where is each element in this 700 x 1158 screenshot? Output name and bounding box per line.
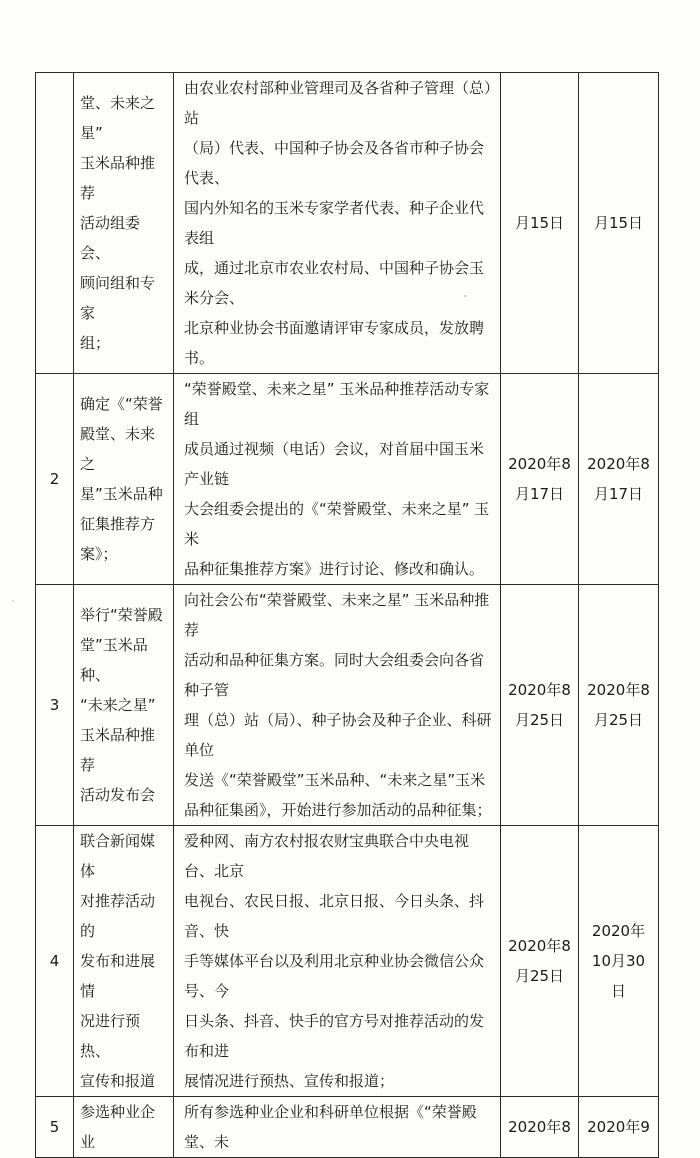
row-number: 2 — [36, 374, 74, 585]
scan-speck — [12, 600, 14, 602]
table-row — [36, 1097, 659, 1158]
table-row — [36, 826, 659, 1097]
row-number: 4 — [36, 826, 74, 1097]
table-row — [36, 585, 659, 826]
row-start-date: 2020年8 月25日 — [501, 585, 579, 826]
row-end-date: 2020年9 — [579, 1097, 659, 1158]
row-description: 爱种网、南方农村报农财宝典联合中央电视台、北京 电视台、农民日报、北京日报、今日头条、抖音、快 手等媒体平台以及利用北京种业协会微信公众号、今 日头条、抖音、快手的官方号对推荐活动的发布和进 展情况进行预热、宣传和报道； — [174, 826, 501, 1097]
row-start-date: 2020年8 月17日 — [501, 374, 579, 585]
row-description: 由农业农村部种业管理司及各省种子管理（总）站 （局）代表、中国种子协会及各省市种子协会代表、 国内外知名的玉米专家学者代表、种子企业代表组 成，通过北京市农业农村局、中国种子协会玉米分会、 北京种业协会书面邀请评审专家成员，发放聘书。 — [174, 73, 501, 374]
row-item: 举行“荣誉殿 堂”玉米品种、 “未来之星” 玉米品种推荐 活动发布会 — [74, 585, 174, 826]
row-item: 联合新闻媒体 对推荐活动的 发布和进展情 况进行预热、 宣传和报道 — [74, 826, 174, 1097]
row-description: “荣誉殿堂、未来之星” 玉米品种推荐活动专家组 成员通过视频（电话）会议，对首届中国玉米产业链 大会组委会提出的《“荣誉殿堂、未来之星” 玉米 品种征集推荐方案》进行讨论、修改和确认。 — [174, 374, 501, 585]
row-item: 确定《“荣誉 殿堂、未来之 星”玉米品种 征集推荐方 案》； — [74, 374, 174, 585]
row-description: 向社会公布“荣誉殿堂、未来之星” 玉米品种推荐 活动和品种征集方案。同时大会组委会向各省种子管 理（总）站（局）、种子协会及种子企业、科研单位 发送《“荣誉殿堂”玉米品种、“未来之星”玉米 品种征集函》，开始进行参加活动的品种征集； — [174, 585, 501, 826]
row-end-date: 月15日 — [579, 73, 659, 374]
row-number: 3 — [36, 585, 74, 826]
row-number — [36, 73, 74, 374]
scan-speck — [464, 295, 467, 297]
table-row — [36, 73, 659, 374]
row-start-date: 2020年8 月25日 — [501, 826, 579, 1097]
row-start-date: 月15日 — [501, 73, 579, 374]
row-item: 堂、未来之星” 玉米品种推荐 活动组委会、 顾问组和专家 组； — [74, 73, 174, 374]
row-end-date: 2020年 10月30 日 — [579, 826, 659, 1097]
row-start-date: 2020年8 — [501, 1097, 579, 1158]
row-end-date: 2020年8 月25日 — [579, 585, 659, 826]
row-description: 所有参选种业企业和科研单位根据《“荣誉殿堂、未 — [174, 1097, 501, 1158]
table-row — [36, 374, 659, 585]
row-end-date: 2020年8 月17日 — [579, 374, 659, 585]
row-number: 5 — [36, 1097, 74, 1158]
schedule-table — [35, 72, 659, 1158]
row-item: 参选种业企业 — [74, 1097, 174, 1158]
